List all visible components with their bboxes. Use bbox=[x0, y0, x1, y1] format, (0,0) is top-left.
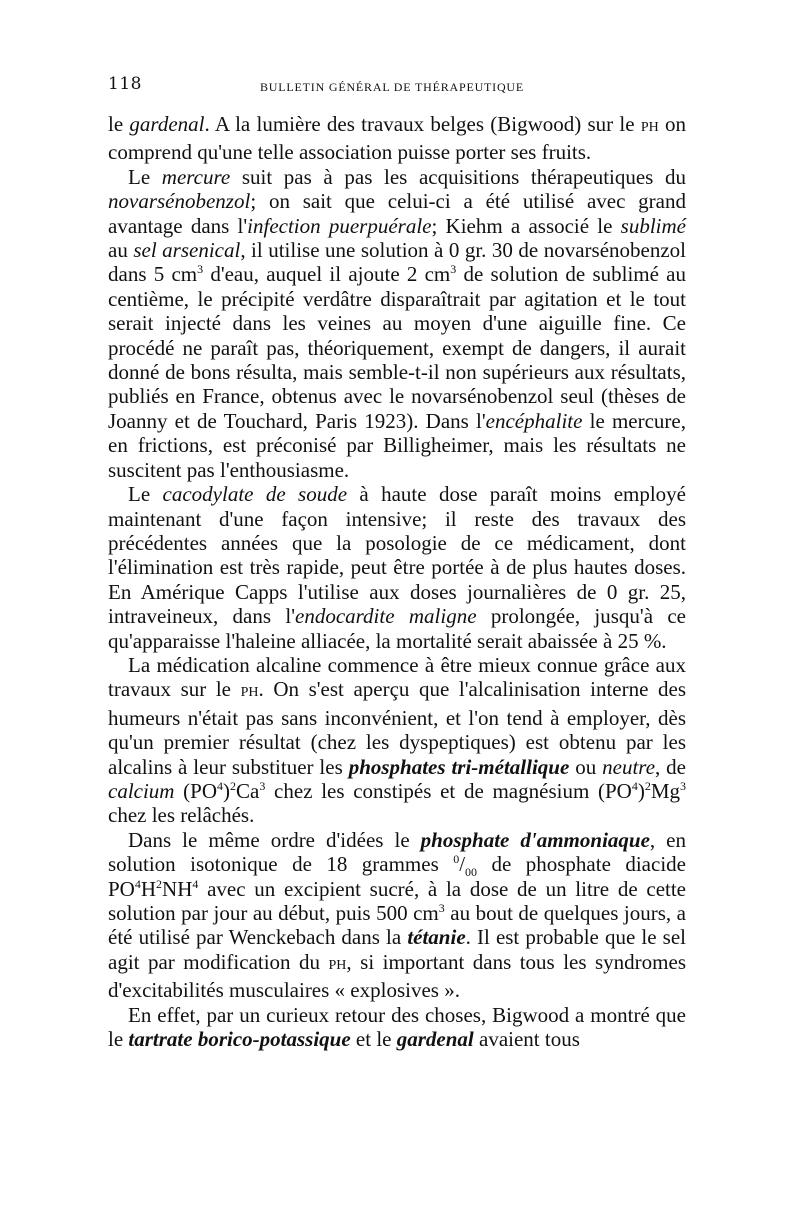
paragraph-6: En effet, par un curieux retour des choses, Bigwood a montré que le tartrate borico-potassique et le gardenal avaient tous bbox=[108, 1002, 686, 1052]
page-header bbox=[108, 74, 686, 98]
page bbox=[108, 74, 686, 1051]
paragraph-4: La médication alcaline commence à être mieux connue grâce aux travaux sur le PH. On s'est aperçu que l'alcalinisation interne des humeurs n'était pas sans inconvénient, et l'on tend à employer, dès qu'un premier résultat (chez les dyspeptiques) est obtenu par les alcalins à leur substituer les phosphates tri-métallique ou neutre, de calcium $(PO^4)^2Ca^3$ chez les constipés et de magnésium $(PO^4)^2Mg^3$ chez les relâchés. bbox=[108, 652, 687, 828]
paragraph-3: Le cacodylate de soude à haute dose paraît moins employé maintenant d'une façon intensive; il reste des travaux des précédentes années que la posologie de ce médicament, dont l'élimination est très rapide, peut être portée à de plus hautes doses. En Amérique Capps l'utilise aux doses journalières de 0 gr. 25, intraveineux, dans l'endocardite maligne prolongée, jusqu'à ce qu'apparaisse l'haleine alliacée, la mortalité serait abaissée à 25 %. bbox=[108, 482, 687, 653]
paragraph-5: Dans le même ordre d'idées le phosphate d'ammoniaque, en solution isotonique de 18 grammes $^0/_{00}$ de phosphate diacide $PO^4H^2NH^4$ avec un excipient sucré, à la dose de un litre de cette solution par jour au début, puis 500 $cm^3$ au bout de quelques jours, a été utilisé par Wenckebach dans la tétanie. Il est probable que le sel agit par modification du PH, si important dans tous les syndromes d'excitabilités musculaires « explosives ». bbox=[108, 827, 687, 1003]
paragraph-2: Le mercure suit pas à pas les acquisitions thérapeutiques du novarsénobenzol; on sait que celui-ci a été utilisé avec grand avantage dans l'infection puerpuérale; Kiehm a associé le sublimé au sel arsenical, il utilise une solution à 0 gr. 30 de novarsénobenzol dans 5 $cm^3$ d'eau, auquel il ajoute 2 $cm^3$ de solution de sublimé au centième, le précipité verdâtre disparaîtrait par agitation et le tout serait injecté dans les veines au moyen d'une aiguille fine. Ce procédé ne paraît pas, théoriquement, exempt de dangers, il aurait donné de bons résulta, mais semble-t-il non supérieurs aux résultats, publiés en France, obtenus avec le novarsénobenzol seul (thèses de Joanny et de Touchard, Paris 1923). Dans l'encéphalite le mercure, en frictions, est préconisé par Billigheimer, mais les résultats ne suscitent pas l'enthousiasme. bbox=[108, 164, 687, 482]
paragraph-1: le gardenal. A la lumière des travaux belges (Bigwood) sur le PH on comprend qu'une telle association puisse porter ses fruits. bbox=[108, 112, 687, 165]
body-text bbox=[108, 112, 686, 1051]
running-title: BULLETIN GÉNÉRAL DE THÉRAPEUTIQUE bbox=[260, 80, 525, 94]
page-number: 118 bbox=[108, 74, 142, 94]
